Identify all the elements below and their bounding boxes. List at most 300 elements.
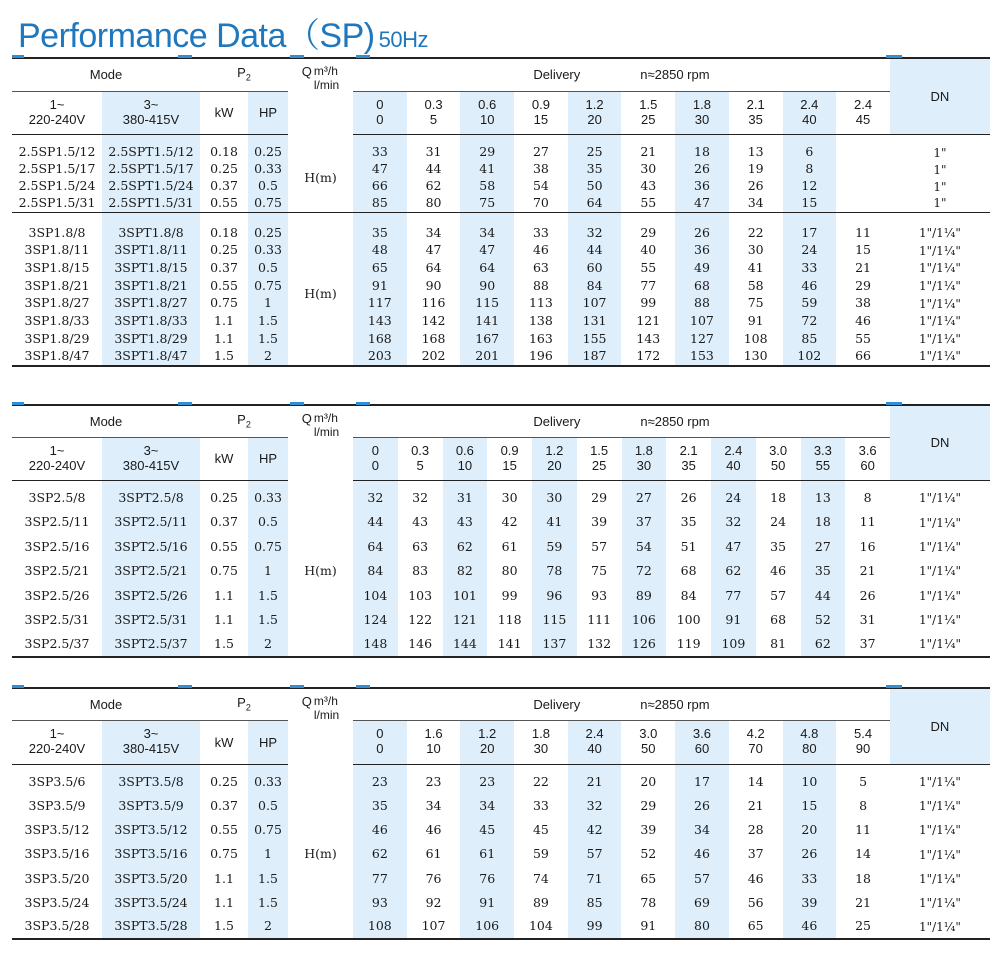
model-3ph: 3SPT3.5/12 [102,818,200,842]
flow-m3h: 0 [376,726,384,742]
head-value [836,144,890,161]
head-value: 119 [666,632,711,656]
head-value: 104 [353,584,398,608]
model-3ph: 3SPT3.5/8 [102,770,200,794]
model-3ph: 3SPT1.8/33 [102,312,200,330]
flow-lmin: 30 [636,457,652,473]
power-kw: 1.1 [214,870,234,886]
head-value: 61 [425,846,442,862]
model-3ph: 2.5SPT1.5/31 [102,195,200,212]
dn-value: 1"/1¼" [918,261,961,276]
flow-header [801,437,846,480]
head-value: 65 [729,915,783,939]
head-value: 60 [568,259,622,277]
flow-m3h: 0.6 [478,96,497,112]
flow-lmin: 25 [591,457,607,473]
head-value: 58 [747,277,764,293]
spacer-cell [890,212,990,224]
flow-header [666,437,711,480]
flow-header [460,91,514,134]
head-value: 75 [460,195,514,212]
head-value: 148 [353,632,398,656]
head-value: 18 [675,144,729,161]
head-label [288,486,353,657]
flow-m3h: 0 [371,442,379,458]
head-value: 141 [460,312,514,330]
table-row [12,770,990,794]
dn-header [890,58,990,134]
model-1ph: 3SP1.8/27 [24,295,90,311]
model-3ph: 3SPT2.5/37 [102,632,200,656]
rule-accent-mark [886,685,902,688]
head-value: 62 [353,843,407,867]
head-value: 29 [855,277,871,293]
head-value: 144 [443,632,488,656]
head-value: 83 [412,563,429,579]
head-value: 85 [353,195,407,212]
p2-header [200,405,288,437]
flow-m3h: 4.8 [800,726,819,742]
power-hp: 0.5 [248,178,288,195]
hp-label: HP [258,105,278,120]
table-row [12,486,990,510]
head-value: 46 [783,277,837,295]
spacer-cell [407,134,461,144]
flow-lmin: 40 [587,741,602,756]
model-3ph: 3SPT2.5/8 [102,486,200,510]
flow-header [711,437,756,480]
head-value: 41 [460,161,514,178]
head-value: 37 [845,632,890,656]
three-phase-voltage: 380-415V [122,111,180,127]
head-value: 137 [532,632,577,656]
flow-m3h: 0.3 [424,96,443,112]
q-header [288,58,353,134]
head-value: 57 [770,587,787,603]
spacer-cell [460,134,514,144]
head-value: 24 [770,514,787,530]
head-value: 55 [621,195,675,212]
head-value: 89 [622,584,667,608]
flow-lmin: 30 [533,741,549,756]
flow-m3h: 2.4 [724,442,743,458]
head-value: 142 [421,313,446,329]
head-value: 85 [783,330,837,348]
hp-label: HP [258,734,278,750]
head-value: 75 [747,295,764,311]
spacer-cell [248,134,288,144]
model-3ph: 3SPT1.8/11 [102,242,200,260]
power-kw: 0.75 [210,295,238,311]
head-value: 91 [747,313,764,329]
flow-m3h: 1.6 [424,726,443,742]
head-value: 202 [407,348,461,366]
spacer-cell [836,134,890,144]
single-phase-symbol: 1~ [49,96,65,112]
head-value: 32 [353,486,398,510]
table-row [12,608,990,632]
head-value: 59 [783,295,837,313]
head-value: 78 [640,894,657,910]
head-value: 46 [425,822,442,838]
head-value: 41 [532,510,577,534]
flow-header [398,437,443,480]
spacer-cell [729,212,783,224]
rpm-label: n≈2850 rpm [640,696,710,712]
flow-lmin: 55 [815,457,831,473]
head-value: 42 [568,818,622,842]
power-kw: 0.25 [210,161,238,177]
head-value: 127 [675,330,729,348]
head-value: 72 [622,559,667,583]
rule-accent-mark [178,402,192,405]
head-value: 32 [711,510,756,534]
power-kw: 0.37 [210,798,238,814]
power-hp: 0.25 [248,224,288,242]
head-value: 59 [532,846,549,862]
head-value: 121 [636,313,661,329]
head-value: 8 [783,161,837,178]
head-value: 70 [514,195,568,212]
head-value: 21 [747,798,764,814]
head-label [288,224,353,366]
power-kw: 0.37 [210,259,238,275]
head-value: 54 [622,535,667,559]
head-value: 35 [353,224,407,242]
head-value: 106 [460,915,514,939]
flow-header [353,720,407,764]
head-value: 84 [353,559,398,583]
spacer-cell [200,134,248,144]
model-3ph: 3SPT3.5/20 [102,867,200,891]
dn-label: DN [930,718,950,734]
head-value: 22 [747,224,764,240]
flow-header [675,720,729,764]
model-3ph: 3SPT1.8/15 [102,259,200,277]
three-phase-header [102,91,200,134]
three-phase-voltage: 380-415V [122,741,180,756]
table-row [12,818,990,842]
three-phase-voltage: 380-415V [122,457,180,473]
q-unit-m3h: m³/h [313,411,338,425]
head-label-text: H(m) [304,286,337,301]
head-value: 61 [460,843,514,867]
head-value: 196 [514,348,568,366]
model-3ph: 2.5SPT1.5/17 [102,161,200,178]
delivery-header [353,688,890,720]
head-value: 18 [855,870,871,886]
model-3ph: 2.5SPT1.5/24 [102,178,200,195]
flow-lmin: 35 [748,111,763,127]
performance-table-sp2 [12,404,990,658]
hp-header [248,437,288,480]
flow-m3h: 2.4 [854,96,873,112]
model-1ph: 3SP3.5/6 [28,773,86,789]
head-value: 34 [460,794,514,818]
power-hp: 0.33 [248,486,288,510]
head-value: 99 [568,915,622,939]
dn-value: 1" [890,195,990,212]
head-value: 138 [528,313,553,329]
p2-header [200,688,288,720]
flow-m3h: 4.2 [746,726,765,742]
head-value: 36 [675,242,729,260]
three-phase-header [102,720,200,764]
power-kw: 0.75 [210,563,238,579]
head-value: 115 [532,608,577,632]
head-value: 64 [353,535,398,559]
head-label [288,770,353,939]
kw-label: kW [214,734,234,750]
head-value: 20 [640,773,657,789]
model-1ph: 3SP3.5/16 [24,846,90,862]
head-value: 8 [863,489,872,505]
q-unit-m3h: m³/h [313,64,338,78]
spacer-cell [783,134,837,144]
model-3ph: 3SPT3.5/24 [102,891,200,915]
power-kw: 0.37 [210,178,238,194]
model-1ph: 2.5SP1.5/31 [12,195,102,212]
head-value: 46 [532,242,549,258]
flow-m3h: 3.6 [858,442,877,458]
power-kw: 0.55 [210,822,238,838]
dn-value: 1" [933,162,947,177]
head-value: 46 [783,915,837,939]
head-value: 108 [743,330,768,346]
table-row [12,843,990,867]
power-kw: 1.1 [214,587,234,603]
head-value: 34 [675,818,729,842]
head-value: 75 [591,563,608,579]
head-value: 93 [353,891,407,915]
head-value: 22 [532,773,549,789]
p2-label: P [237,694,246,710]
head-value: 11 [855,224,871,240]
model-1ph: 2.5SP1.5/12 [18,144,96,160]
table-row [12,867,990,891]
power-kw: 0.55 [200,195,248,212]
rpm-label: n≈2850 rpm [640,413,710,429]
flow-m3h: 2.4 [585,726,604,742]
mode-label: Mode [89,67,123,83]
flow-m3h: 2.4 [800,96,819,112]
head-value: 49 [675,259,729,277]
head-value: 43 [412,514,429,530]
head-value: 41 [747,259,764,275]
spacer-cell [12,212,102,224]
power-kw: 0.55 [210,277,238,293]
flow-m3h: 3.6 [692,726,711,742]
head-value: 63 [412,538,429,554]
head-value: 35 [353,794,407,818]
head-value: 39 [640,822,657,838]
model-3ph: 3SPT1.8/8 [102,224,200,242]
flow-header [621,91,675,134]
head-value: 113 [528,295,553,311]
power-kw: 0.55 [210,538,238,554]
flow-m3h: 0.9 [500,442,519,458]
head-value: 90 [460,277,514,295]
table-row [12,915,990,939]
flow-lmin: 60 [694,741,710,756]
dn-value: 1"/1¼" [918,823,961,838]
head-value: 44 [568,242,622,260]
head-value: 126 [622,632,667,656]
head-value: 88 [532,277,549,293]
flow-header [836,720,890,764]
power-kw: 1.1 [214,611,234,627]
flow-header [514,91,568,134]
rpm-label: n≈2850 rpm [640,67,710,83]
head-value: 28 [747,822,764,838]
flow-header [532,437,577,480]
head-value: 57 [675,867,729,891]
table-row [12,161,990,178]
head-value: 26 [675,161,729,178]
head-value: 35 [770,538,787,554]
head-value: 168 [353,330,407,348]
head-value: 34 [425,798,442,814]
head-value: 50 [568,178,622,195]
model-3ph: 2.5SPT1.5/12 [102,144,200,161]
flow-lmin: 50 [770,457,786,473]
head-value: 61 [501,538,518,554]
spacer-cell [248,212,288,224]
model-1ph: 3SP2.5/16 [24,538,90,554]
power-hp: 2 [248,915,288,939]
q-unit-lmin: l/min [313,424,340,439]
head-value: 33 [532,224,549,240]
rule-accent-mark [356,685,370,688]
rule-accent-mark [290,685,304,688]
head-value: 143 [353,312,407,330]
head-value: 29 [640,798,657,814]
dn-value: 1"/1¼" [918,847,961,862]
spacer-cell [675,212,729,224]
flow-header [460,720,514,764]
performance-table-sp3 [12,687,990,940]
head-value: 167 [460,330,514,348]
head-value: 64 [460,259,514,277]
p2-header [200,58,288,91]
table-row [12,277,990,295]
single-phase-symbol: 1~ [49,726,65,742]
kw-header [200,91,248,134]
head-value: 16 [859,538,876,554]
flow-lmin: 0 [371,457,379,473]
head-value: 56 [747,894,764,910]
head-value: 30 [532,486,577,510]
page-title [18,8,428,57]
head-value: 43 [443,510,488,534]
head-value: 59 [532,535,577,559]
head-value: 99 [640,295,657,311]
flow-lmin: 80 [802,741,817,756]
head-value: 58 [460,178,514,195]
flow-m3h: 0.6 [455,442,474,458]
delivery-header [353,58,890,91]
rule-accent-mark [886,55,902,58]
head-value: 52 [801,608,846,632]
delivery-label: Delivery [533,67,581,83]
head-value: 90 [425,277,442,293]
table-row [12,312,990,330]
rule-accent-mark [178,685,192,688]
flow-header [514,720,568,764]
flow-lmin: 70 [748,741,763,756]
flow-m3h: 5.4 [854,726,873,742]
flow-m3h: 1.2 [478,726,497,742]
head-value: 52 [640,846,657,862]
head-value: 143 [636,330,661,346]
flow-lmin: 25 [641,111,656,127]
flow-header [729,720,783,764]
flow-header [407,91,461,134]
flow-m3h: 1.5 [639,96,658,112]
head-value: 37 [747,846,764,862]
q-label: Q [301,64,312,79]
head-value: 111 [587,611,612,627]
head-value: 32 [412,489,429,505]
head-value: 163 [528,330,553,346]
flow-m3h: 1.5 [590,442,609,458]
power-hp: 1 [248,559,288,583]
table-row [12,242,990,260]
head-value: 118 [497,611,522,627]
delivery-label: Delivery [533,696,581,712]
flow-header [568,720,622,764]
head-value: 78 [532,559,577,583]
hp-header [248,720,288,764]
flow-m3h: 1.8 [692,96,711,112]
model-3ph: 3SPT2.5/16 [102,535,200,559]
head-value: 36 [675,178,729,195]
head-value: 47 [460,242,514,260]
head-value: 62 [711,559,756,583]
flow-header [845,437,890,480]
head-value: 91 [460,891,514,915]
dn-value: 1"/1¼" [918,871,961,886]
flow-header [783,720,837,764]
head-value: 115 [460,295,514,313]
head-value: 31 [443,486,488,510]
head-value: 26 [783,843,837,867]
flow-lmin: 50 [641,741,656,756]
power-hp: 2 [248,348,288,366]
q-units [314,65,339,93]
head-value: 11 [855,822,871,838]
power-hp: 0.75 [248,277,288,295]
model-1ph: 3SP2.5/37 [12,632,102,656]
q-units [314,412,339,440]
spacer-cell [407,212,461,224]
head-value: 47 [711,535,756,559]
dn-value: 1" [933,145,947,160]
flow-m3h: 3.0 [639,726,658,742]
head-value: 24 [783,242,837,260]
head-value: 65 [353,259,407,277]
head-value: 203 [353,348,407,366]
head-value: 38 [532,161,549,177]
table-row [12,295,990,313]
head-value: 34 [425,224,442,240]
flow-lmin: 0 [376,741,384,756]
head-value: 46 [675,843,729,867]
table-row [12,510,990,534]
head-value: 21 [855,259,871,275]
head-value: 101 [443,584,488,608]
head-value: 26 [675,794,729,818]
